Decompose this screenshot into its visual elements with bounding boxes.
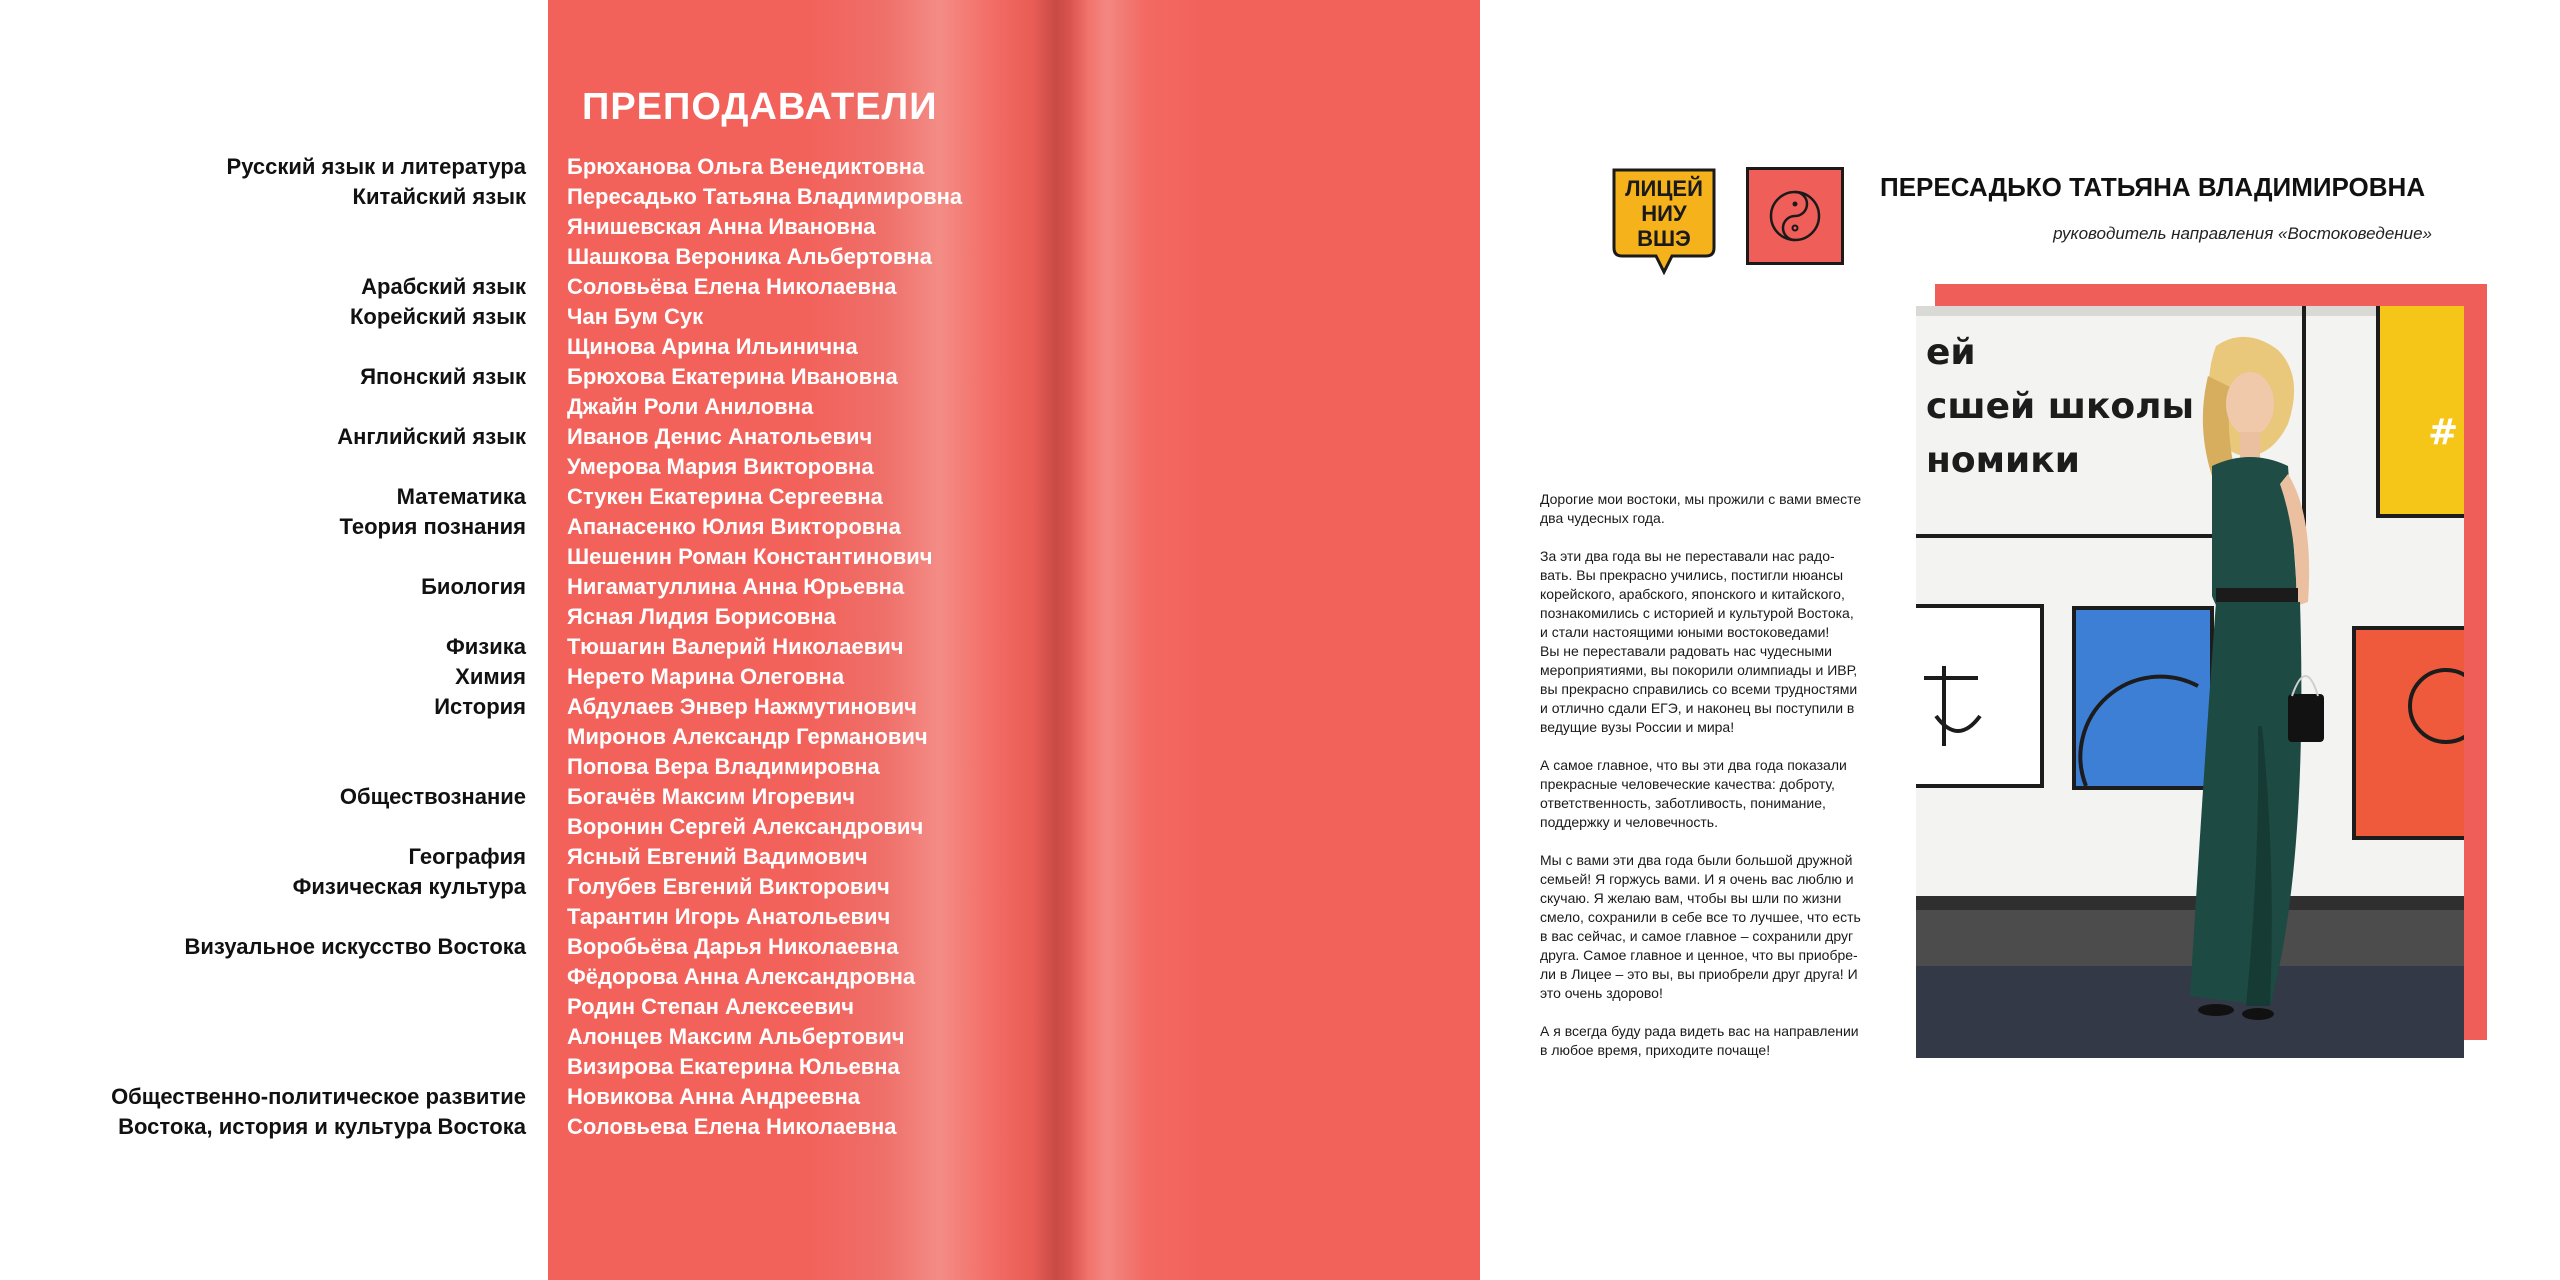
subject-label: Обществознание — [339, 784, 526, 809]
caption-line: сшей школы — [1926, 386, 2195, 427]
subject-label: Химия — [455, 664, 526, 689]
teacher-name: Соловьева Елена Николаевна — [567, 1114, 897, 1139]
teacher-name: Воронин Сергей Александрович — [567, 814, 924, 839]
letter-paragraph: Дорогие мои востоки, мы прожили с вами вместе два чудесных года. — [1540, 491, 1862, 526]
teacher-name: Фёдорова Анна Александровна — [567, 964, 916, 989]
teacher-name: Брюхова Екатерина Ивановна — [567, 364, 898, 389]
teacher-name: Ясная Лидия Борисовна — [567, 604, 836, 629]
subject-label: Физическая культура — [292, 874, 526, 899]
letter-paragraph: А самое главное, что вы эти два года показали прекрасные человеческие качества: доброту, ответственность, заботливость, понимание, поддержку и человечность. — [1540, 757, 1847, 830]
subject-label — [0, 392, 526, 422]
subject-label: Биология — [421, 574, 526, 599]
subject-label — [0, 962, 526, 992]
teacher-name: Апанасенко Юлия Викторовна — [567, 514, 901, 539]
logo-line: НИУ — [1641, 201, 1687, 226]
subject-label — [0, 812, 526, 842]
yin-yang-icon — [1768, 189, 1822, 243]
caption-line: номики — [1926, 440, 2080, 481]
logo-line: ЛИЦЕЙ — [1625, 176, 1703, 201]
teacher-name: Новикова Анна Андреевна — [567, 1084, 861, 1109]
teachers-title: ПРЕПОДАВАТЕЛИ — [582, 86, 938, 128]
subject-label: Физика — [445, 634, 526, 659]
teacher-name: Щинова Арина Ильинична — [567, 334, 858, 359]
teachers-list — [567, 152, 1127, 1142]
teacher-name: Родин Степан Алексеевич — [567, 994, 855, 1019]
logo-text — [1610, 176, 1718, 251]
teacher-name: Иванов Денис Анатольевич — [567, 424, 873, 449]
teacher-name: Янишевская Анна Ивановна — [567, 214, 876, 239]
teacher-name: Пересадько Татьяна Владимировна — [567, 184, 963, 209]
teacher-name: Шешенин Роман Константинович — [567, 544, 933, 569]
subject-label: Китайский язык — [352, 184, 526, 209]
teacher-name: Шашкова Вероника Альбертовна — [567, 244, 932, 269]
subject-label — [0, 1022, 526, 1052]
head-role: руководитель направления «Востоковедение» — [2053, 224, 2432, 243]
teacher-name: Нигаматуллина Анна Юрьевна — [567, 574, 905, 599]
subject-label — [0, 452, 526, 482]
subject-label — [0, 752, 526, 782]
subject-label — [0, 332, 526, 362]
teacher-name: Богачёв Максим Игоревич — [567, 784, 856, 809]
teacher-name: Умерова Мария Викторовна — [567, 454, 874, 479]
teacher-name: Стукен Екатерина Сергеевна — [567, 484, 883, 509]
subject-label — [0, 902, 526, 932]
subject-label — [0, 722, 526, 752]
subject-label — [0, 212, 526, 242]
subject-label: Теория познания — [339, 514, 526, 539]
direction-emblem — [1746, 167, 1844, 265]
teacher-name: Попова Вера Владимировна — [567, 754, 880, 779]
teacher-name: Голубев Евгений Викторович — [567, 874, 890, 899]
subject-label: Английский язык — [337, 424, 526, 449]
subject-label — [0, 602, 526, 632]
subject-label: Корейский язык — [349, 304, 526, 329]
head-name: ПЕРЕСАДЬКО ТАТЬЯНА ВЛАДИМИРОВНА — [1880, 172, 2426, 202]
subject-label: Арабский язык — [361, 274, 526, 299]
subject-label: Японский язык — [360, 364, 526, 389]
portrait-photo — [1916, 306, 2464, 1058]
teacher-name: Джайн Роли Аниловна — [567, 394, 814, 419]
subject-label: История — [434, 694, 526, 719]
teacher-name: Тюшагин Валерий Николаевич — [567, 634, 904, 659]
teacher-name: Визирова Екатерина Юльевна — [567, 1054, 900, 1079]
teacher-name: Чан Бум Сук — [567, 304, 704, 329]
teacher-name: Ясный Евгений Вадимович — [567, 844, 868, 869]
farewell-letter — [1540, 490, 1890, 1079]
subject-label: Визуальное искусство Востока — [184, 934, 526, 959]
subject-label: География — [408, 844, 526, 869]
subject-label — [0, 992, 526, 1022]
subject-label — [0, 242, 526, 272]
subject-label: Математика — [396, 484, 526, 509]
letter-paragraph: А я всегда буду рада видеть вас на направлении в любое время, приходите почаще! — [1540, 1023, 1859, 1058]
teacher-name: Воробьёва Дарья Николаевна — [567, 934, 899, 959]
subject-label — [0, 542, 526, 572]
subjects-list — [0, 152, 526, 1142]
teacher-name: Абдулаев Энвер Нажмутинович — [567, 694, 917, 719]
subject-label: Общественно-политическое развитие — [111, 1084, 526, 1109]
subject-label — [0, 1052, 526, 1082]
letter-paragraph: За эти два года вы не переставали нас радо- вать. Вы прекрасно учились, постигли нюансы корейского, арабского, японского и китайского, познакомились с историей и культурой Востока, и стали настоящими юными востоковедами! Вы не переставали радовать нас чудесными мероприятиями, вы покорили олимпиады и ИВР, вы прекрасно справились со всеми трудностями и отлично сдали ЕГЭ, и наконец вы поступили в ведущие вузы России и мира! — [1540, 548, 1858, 735]
letter-paragraph: Мы с вами эти два года были большой дружной семьей! Я горжусь вами. И я очень вас люблю и скучаю. Я желаю вам, чтобы вы шли по жизни смело, сохранили в себе все то лучшее, что есть в вас сейчас, и самое главное – сохранили друг друга. Самое главное и ценное, что вы приобре- ли в Лицее – это вы, вы приобрели друг друга! И это очень здорово! — [1540, 852, 1861, 1001]
teacher-name: Нерето Марина Олеговна — [567, 664, 845, 689]
subject-label: Востока, история и культура Востока — [118, 1114, 526, 1139]
teacher-name: Тарантин Игорь Анатольевич — [567, 904, 891, 929]
teacher-name: Брюханова Ольга Венедиктовна — [567, 154, 925, 179]
caption-line: ей — [1926, 332, 1976, 373]
caption-corner: # — [2428, 412, 2459, 453]
teacher-name: Миронов Александр Германович — [567, 724, 928, 749]
teacher-name: Алонцев Максим Альбертович — [567, 1024, 905, 1049]
subject-label: Русский язык и литература — [226, 154, 526, 179]
logo-line: ВШЭ — [1637, 226, 1691, 251]
teacher-name: Соловьёва Елена Николаевна — [567, 274, 897, 299]
